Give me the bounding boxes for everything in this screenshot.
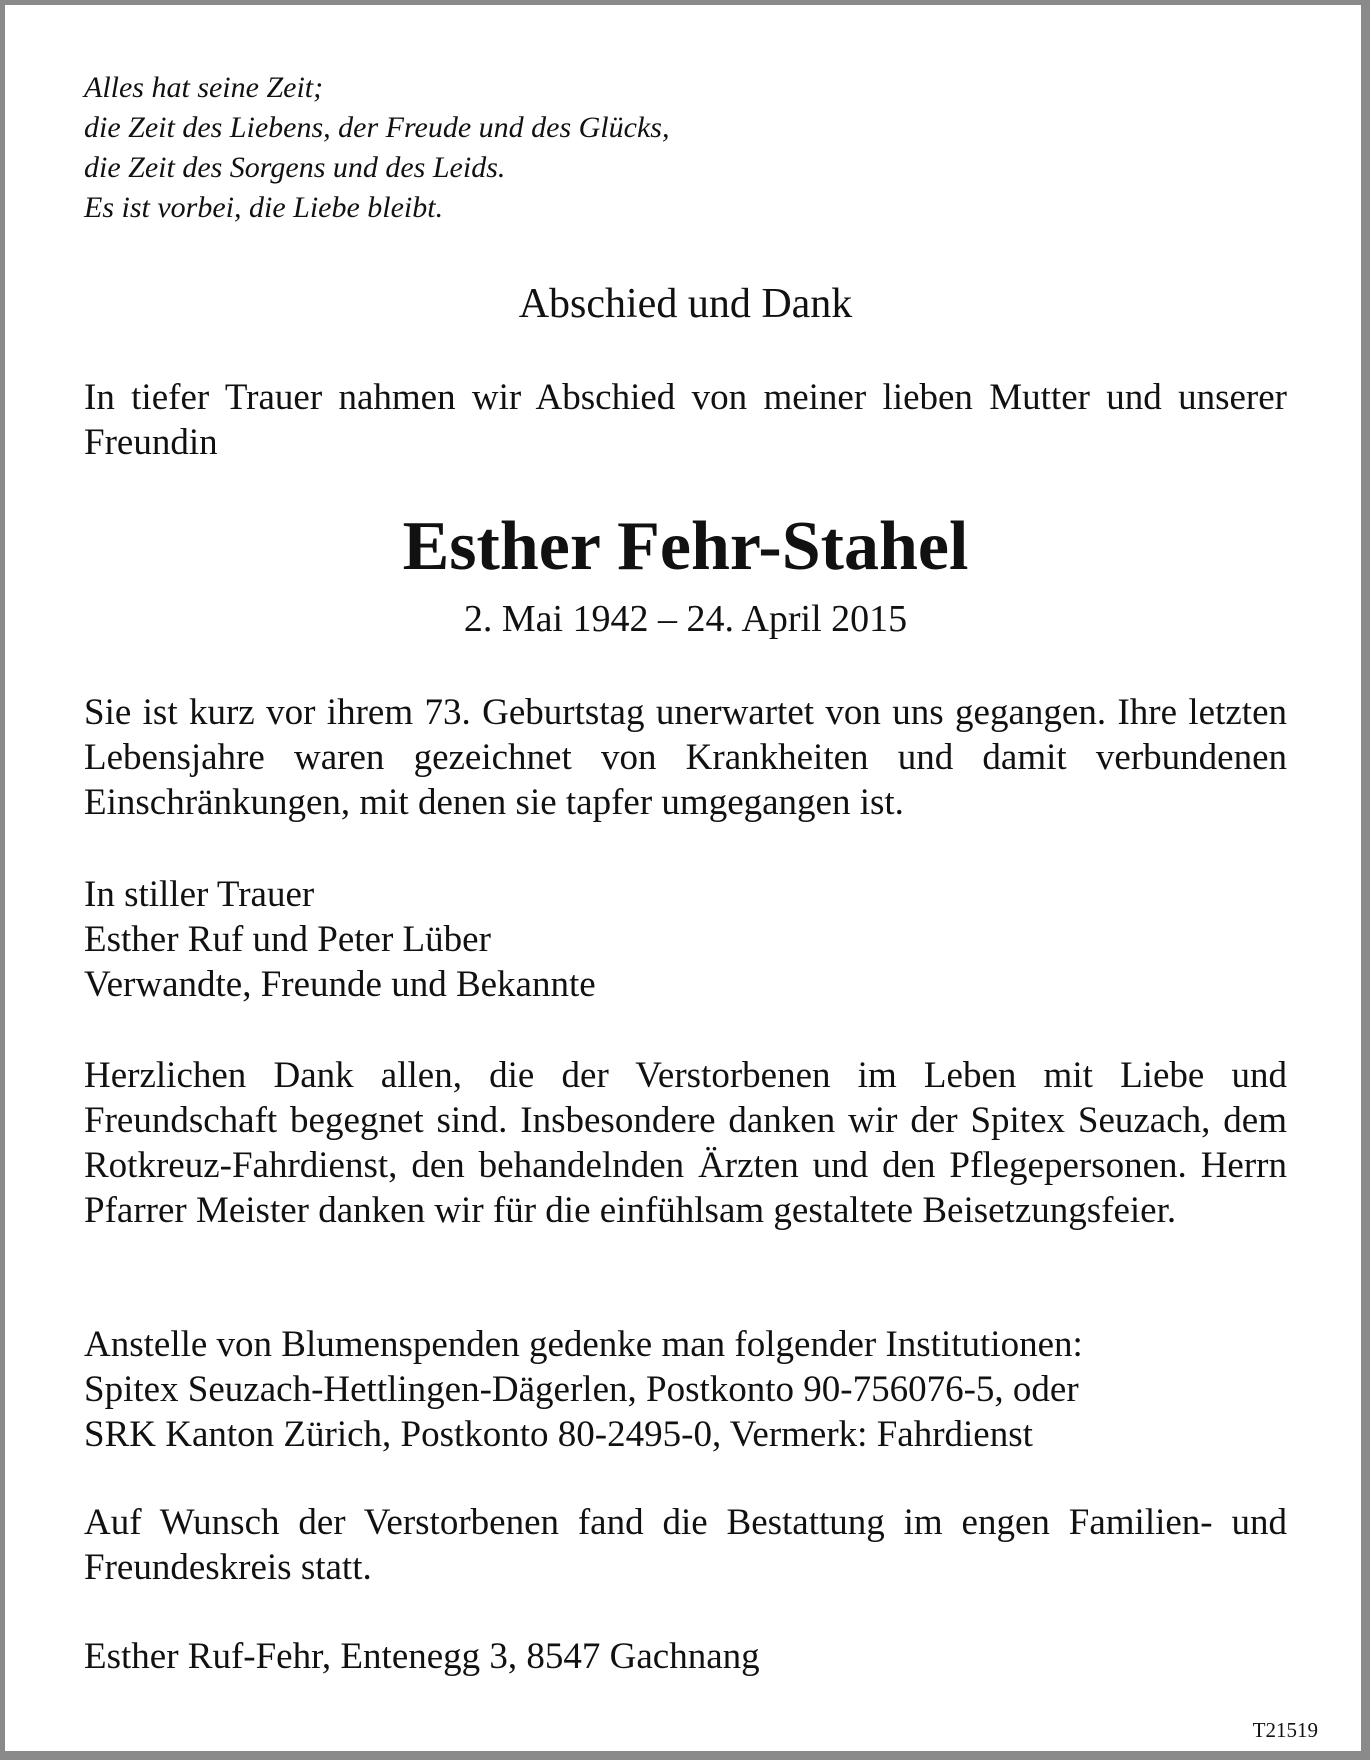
mourner-line: Esther Ruf und Peter Lüber	[84, 919, 491, 960]
motto-line: Alles hat seine Zeit;	[84, 71, 324, 104]
life-dates: 2. Mai 1942 – 24. April 2015	[463, 598, 908, 640]
motto-line: Es ist vorbei, die Liebe bleibt.	[84, 191, 444, 224]
mourners-list	[84, 872, 1287, 1007]
motto-line: die Zeit des Liebens, der Freude und des Glücks,	[84, 111, 670, 144]
obituary-paragraph: Sie ist kurz vor ihrem 73. Geburtstag unerwartet von uns gegangen. Ihre letzten Lebensjahre waren gezeichnet von Krankheiten und damit verbundenen Einschränkungen, mit denen sie tapfer umgegangen ist.	[84, 692, 1287, 823]
funeral-paragraph: Auf Wunsch der Verstorbenen fand die Bestattung im engen Familien- und Freundeskreis statt.	[84, 1502, 1287, 1588]
thanks-paragraph: Herzlichen Dank allen, die der Verstorbenen im Leben mit Liebe und Freundschaft begegnet sind. Insbesondere danken wir der Spitex Seuzach, dem Rotkreuz-Fahrdienst, den behandelnden Ärzten und den Pflegepersonen. Herrn Pfarrer Meister danken wir für die einfühlsam gestaltete Beisetzungsfeier.	[84, 1055, 1287, 1231]
motto-verse	[84, 68, 669, 228]
donations-info	[84, 1322, 1287, 1457]
mourner-line: In stiller Trauer	[84, 874, 315, 915]
intro-text: In tiefer Trauer nahmen wir Abschied von meiner lieben Mutter und unserer Freundin	[84, 377, 1287, 463]
reference-code: T21519	[1252, 1718, 1318, 1742]
mourner-line: Verwandte, Freunde und Bekannte	[84, 964, 596, 1005]
motto-line: die Zeit des Sorgens und des Leids.	[84, 151, 506, 184]
donation-line: SRK Kanton Zürich, Postkonto 80-2495-0, Vermerk: Fahrdienst	[84, 1414, 1033, 1455]
contact-address: Esther Ruf-Fehr, Entenegg 3, 8547 Gachnang	[84, 1636, 760, 1677]
donation-line: Anstelle von Blumenspenden gedenke man folgender Institutionen:	[84, 1324, 1083, 1365]
intro-paragraph	[84, 375, 1287, 465]
notice-heading: Abschied und Dank	[518, 281, 853, 327]
deceased-name: Esther Fehr-Stahel	[402, 508, 969, 585]
donation-line: Spitex Seuzach-Hettlingen-Dägerlen, Postkonto 90-756076-5, oder	[84, 1369, 1079, 1410]
